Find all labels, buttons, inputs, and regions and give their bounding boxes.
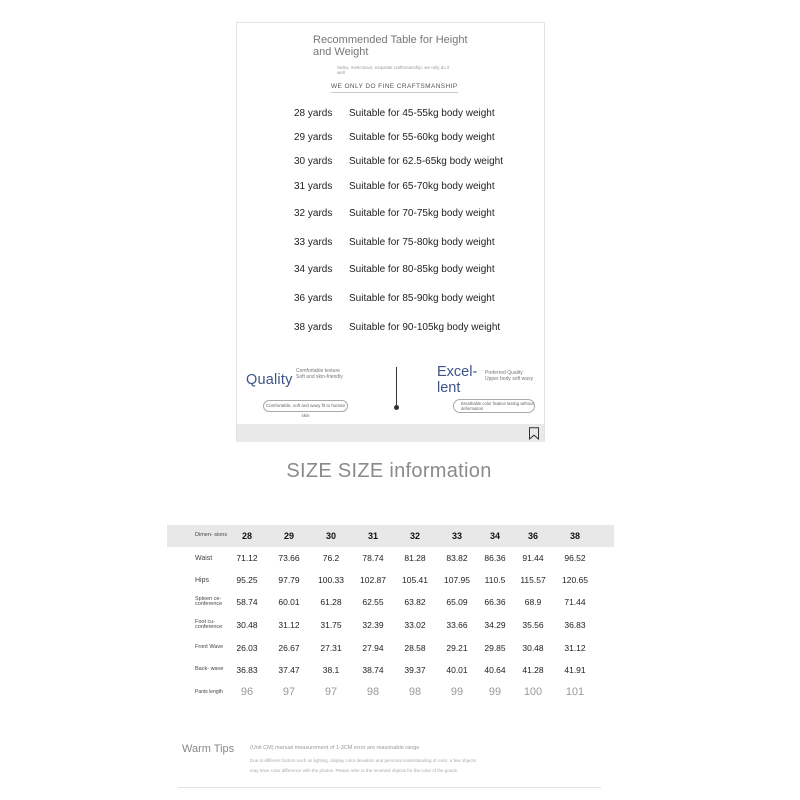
table-cell: 33.66 [446, 620, 468, 630]
table-cell: 97 [324, 686, 338, 698]
table-cell: 76.2 [322, 553, 340, 563]
table-cell: 33.02 [404, 620, 426, 630]
table-header-row [167, 525, 614, 547]
size-recommendation-row [237, 132, 544, 146]
yard-size: 31 yards [294, 181, 333, 192]
size-recommendation-row [237, 108, 544, 122]
table-cell: 97 [282, 686, 296, 698]
size-recommendation-row [237, 181, 544, 195]
row-label: Pants length [195, 688, 223, 695]
table-cell: 26.67 [278, 643, 300, 653]
yard-size: 30 yards [294, 156, 333, 167]
table-cell: 40.01 [446, 665, 468, 675]
size-header: 34 [489, 531, 500, 541]
table-cell: 26.03 [236, 643, 258, 653]
table-cell: 100 [523, 686, 543, 698]
yard-size: 29 yards [294, 132, 333, 143]
row-label: Front Wave [195, 644, 224, 651]
table-cell: 32.39 [362, 620, 384, 630]
table-cell: 115.57 [520, 575, 546, 585]
size-header: 36 [527, 531, 538, 541]
table-cell: 39.37 [404, 665, 426, 675]
table-row [167, 637, 614, 659]
row-label: Foot cu- conference [195, 618, 223, 630]
size-header: 30 [325, 531, 336, 541]
warm-tips-line: may have color difference with the photos. Please refer to the received objects for the color of the goods. [250, 768, 459, 773]
weight-range: Suitable for 80-85kg body weight [349, 264, 495, 275]
table-cell: 107.95 [444, 575, 470, 585]
warm-tips-title: Warm Tips [182, 743, 235, 755]
quality-title: Quality [246, 372, 293, 388]
table-cell: 100.33 [318, 575, 344, 585]
table-cell: 34.29 [484, 620, 506, 630]
weight-range: Suitable for 62.5-65kg body weight [349, 156, 503, 167]
table-row [167, 614, 614, 637]
table-cell: 73.66 [278, 553, 300, 563]
size-recommendation-row [237, 208, 544, 222]
excellent-note: Upper body soft waxy [485, 375, 534, 382]
table-cell: 99 [488, 686, 502, 698]
table-cell: 27.94 [362, 643, 384, 653]
table-cell: 96 [240, 686, 254, 698]
table-cell: 96.52 [564, 553, 586, 563]
table-cell: 30.48 [236, 620, 258, 630]
table-cell: 95.25 [236, 575, 258, 585]
size-recommendation-row [237, 293, 544, 307]
table-row [167, 659, 614, 681]
row-label: Spleen ce- conference [195, 595, 223, 607]
quality-pill: Comfortable, soft and waxy fit to human skin [263, 400, 348, 412]
table-cell: 29.21 [446, 643, 468, 653]
yard-size: 32 yards [294, 208, 333, 219]
table-cell: 102.87 [360, 575, 386, 585]
excellent-note: Preferred Quality [485, 370, 523, 376]
yard-size: 38 yards [294, 322, 333, 333]
yard-size: 33 yards [294, 237, 333, 248]
table-cell: 68.9 [524, 597, 542, 607]
table-cell: 35.56 [522, 620, 544, 630]
table-cell: 91.44 [522, 553, 544, 563]
card-slogan: WE ONLY DO FINE CRAFTSMANSHIP [331, 83, 458, 93]
size-header: 33 [451, 531, 462, 541]
table-cell: 37.47 [278, 665, 300, 675]
table-cell: 38.1 [322, 665, 340, 675]
warm-tips-line: (Unit CM) manual measurement of 1-3CM error are reasonable range [250, 745, 420, 751]
row-label: Waist [195, 554, 213, 562]
warm-tips-line: Due to different factors such as lighting, display color deviation and personal understanding of color, a few objects [250, 758, 477, 763]
table-cell: 36.83 [564, 620, 586, 630]
table-cell: 61.28 [320, 597, 342, 607]
table-cell: 36.83 [236, 665, 258, 675]
card-footer [237, 424, 544, 442]
size-recommendation-row [237, 156, 544, 170]
table-cell: 97.79 [278, 575, 300, 585]
table-cell: 31.75 [320, 620, 342, 630]
yard-size: 28 yards [294, 108, 333, 119]
bookmark-icon[interactable] [528, 427, 540, 440]
row-label: Back- wave [195, 666, 224, 673]
divider-dot [394, 405, 399, 410]
table-cell: 38.74 [362, 665, 384, 675]
table-cell: 58.74 [236, 597, 258, 607]
card-subtitle: Seiko, meticulous, exquisite craftsmanship, we only do it well [337, 65, 450, 75]
yard-size: 34 yards [294, 264, 333, 275]
table-cell: 28.58 [404, 643, 426, 653]
excellent-pill: Breathable color fixation lasting without deformation [453, 399, 535, 413]
vertical-divider [396, 367, 397, 405]
size-header: 32 [409, 531, 420, 541]
size-header: 29 [283, 531, 294, 541]
table-cell: 30.48 [522, 643, 544, 653]
table-cell: 65.09 [446, 597, 468, 607]
size-header: 31 [367, 531, 378, 541]
size-recommendation-card [236, 22, 545, 442]
table-cell: 71.44 [564, 597, 586, 607]
weight-range: Suitable for 75-80kg body weight [349, 237, 495, 248]
table-cell: 101 [565, 686, 585, 698]
table-cell: 110.5 [484, 575, 506, 585]
quality-note: Comfortable texture [296, 368, 340, 374]
table-cell: 27.31 [320, 643, 342, 653]
table-cell: 86.36 [484, 553, 506, 563]
weight-range: Suitable for 65-70kg body weight [349, 181, 495, 192]
size-header: 38 [569, 531, 580, 541]
quality-note: Soft and skin-friendly [296, 373, 343, 380]
yard-size: 36 yards [294, 293, 333, 304]
weight-range: Suitable for 55-60kg body weight [349, 132, 495, 143]
size-header: 28 [241, 531, 252, 541]
table-cell: 31.12 [564, 643, 586, 653]
table-cell: 60.01 [278, 597, 300, 607]
table-cell: 99 [450, 686, 464, 698]
size-info-heading: SIZE SIZE information [286, 460, 492, 482]
table-cell: 71.12 [236, 553, 258, 563]
table-cell: 31.12 [278, 620, 300, 630]
table-cell: 120.65 [562, 575, 588, 585]
weight-range: Suitable for 90-105kg body weight [349, 322, 501, 333]
table-row [167, 569, 614, 591]
table-cell: 41.91 [564, 665, 586, 675]
table-cell: 41.28 [522, 665, 544, 675]
table-row [167, 591, 614, 614]
row-label: Hips [195, 576, 210, 584]
table-row [167, 547, 614, 569]
size-table [167, 525, 614, 703]
size-recommendation-row [237, 322, 544, 336]
card-title: Recommended Table for Height and Weight [313, 34, 468, 58]
table-cell: 81.28 [404, 553, 426, 563]
table-row [167, 681, 614, 703]
table-cell: 105.41 [402, 575, 428, 585]
weight-range: Suitable for 70-75kg body weight [349, 208, 495, 219]
table-cell: 98 [408, 686, 422, 698]
table-cell: 62.55 [362, 597, 384, 607]
table-cell: 29.85 [484, 643, 506, 653]
excellent-notes [485, 371, 540, 382]
excellent-title: Excel-lent [437, 364, 478, 396]
weight-range: Suitable for 85-90kg body weight [349, 293, 495, 304]
bottom-divider [178, 787, 601, 788]
table-cell: 66.36 [484, 597, 506, 607]
size-recommendation-row [237, 264, 544, 278]
table-cell: 40.64 [484, 665, 506, 675]
weight-range: Suitable for 45-55kg body weight [349, 108, 495, 119]
table-cell: 98 [366, 686, 380, 698]
quality-notes [296, 369, 346, 380]
table-cell: 63.82 [404, 597, 426, 607]
dimensions-header: Dimen- sions [195, 532, 228, 539]
table-cell: 78.74 [362, 553, 384, 563]
size-recommendation-row [237, 237, 544, 251]
table-cell: 83.82 [446, 553, 468, 563]
